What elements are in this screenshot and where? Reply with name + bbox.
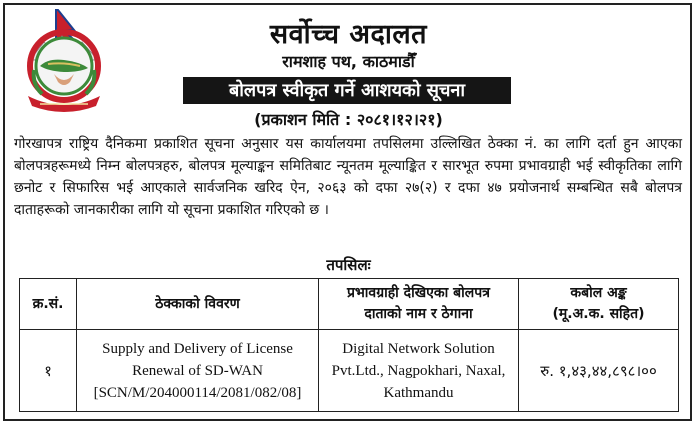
row-contract-description: Supply and Delivery of License Renewal of SD-WAN [SCN/M/204000114/2081/082/08] bbox=[77, 330, 319, 412]
publication-date: (प्रकाशन मिति : २०८१।१२।२१) bbox=[254, 110, 443, 129]
schedule-heading: तपसिलः bbox=[326, 256, 371, 274]
bids-table bbox=[19, 278, 679, 412]
notice-title: बोलपत्र स्वीकृत गर्ने आशयको सूचना bbox=[183, 77, 511, 104]
row-bidder-name-address: Digital Network Solution Pvt.Ltd., Nagpokhari, Naxal, Kathmandu bbox=[319, 330, 519, 412]
col-serial-header: क्र.सं. bbox=[20, 279, 77, 330]
notice-body: गोरखापत्र राष्ट्रिय दैनिकमा प्रकाशित सूचना अनुसार यस कार्यालयमा तपसिलमा उल्लिखित ठेक्का नं. का लागि दर्ता हुन आएका बोलपत्रहरूमध्ये निम्न बोलपत्रहरु, बोलपत्र मूल्याङ्कन समितिबाट न्यूनतम मूल्याङ्कित र सारभूत रुपमा प्रभावग्राही भई स्वीकृतिका लागि छनोट र सिफारिस भई आएकाले सार्वजनिक खरिद ऐन, २०६३ को दफा २७(२) र दफा ४७ प्रयोजनार्थ सम्बन्धित सबै बोलपत्र दाताहरूको जानकारीका लागि यो सूचना प्रकाशित गरिएको छ । bbox=[14, 136, 682, 218]
row-serial: १ bbox=[20, 330, 77, 412]
col-bidder-header: प्रभावग्राही देखिएका बोलपत्र दाताको नाम र ठेगाना bbox=[319, 279, 519, 330]
table-row bbox=[20, 330, 679, 412]
court-address: रामशाह पथ, काठमाडौँ bbox=[282, 52, 415, 71]
court-name: सर्वोच्च अदालत bbox=[269, 19, 428, 50]
row-bid-amount: रु. १,४३,४४,८९८।०० bbox=[519, 330, 679, 412]
col-contract-header: ठेक्काको विवरण bbox=[77, 279, 319, 330]
table-header-row bbox=[20, 279, 679, 330]
col-amount-header: कबोल अङ्क (मू.अ.क. सहित) bbox=[519, 279, 679, 330]
